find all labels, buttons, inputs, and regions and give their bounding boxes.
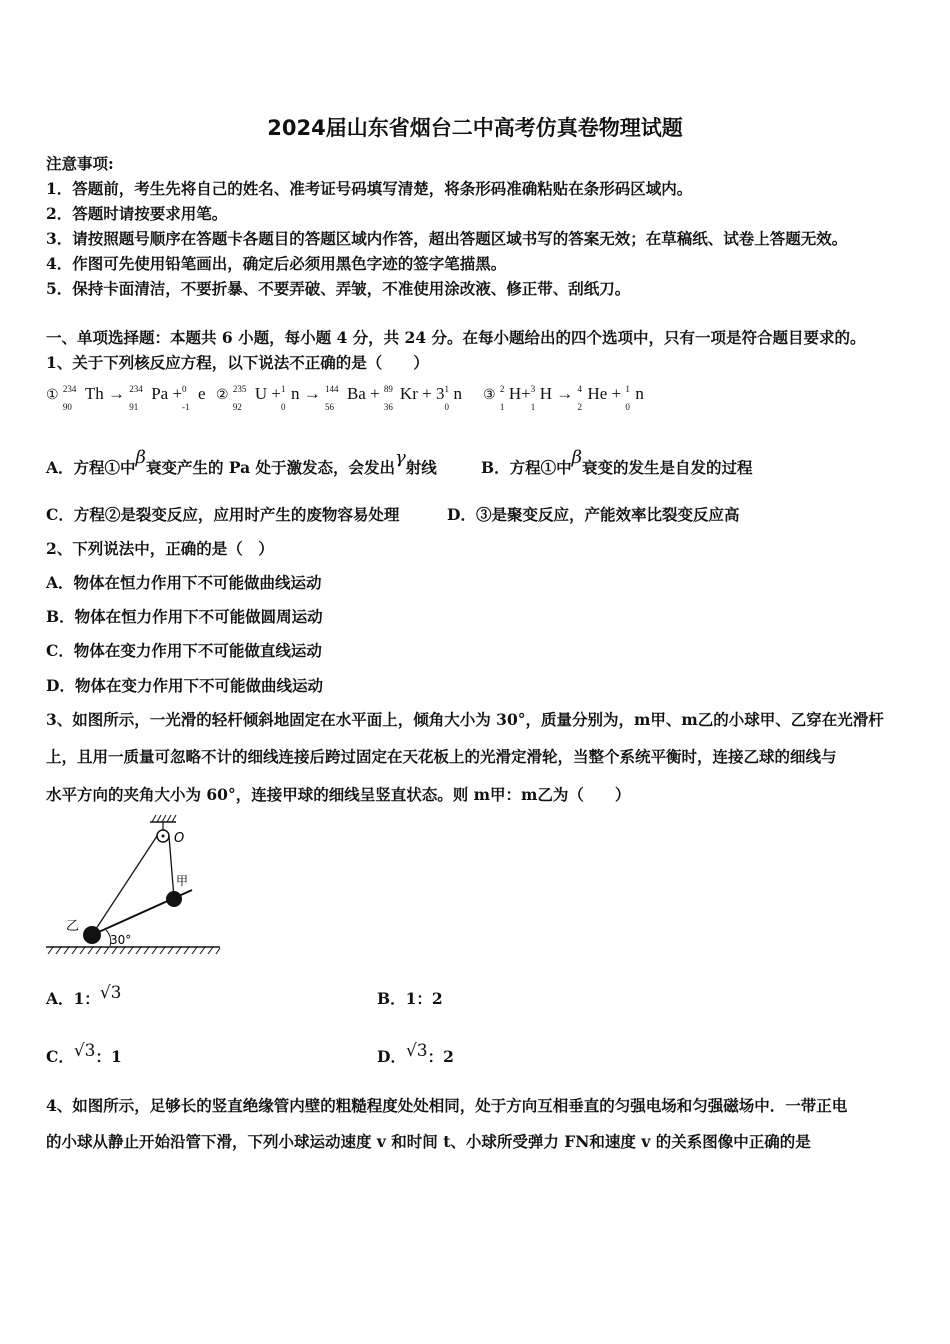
question-1-option-c: C．方程②是裂变反应，应用时产生的废物容易处理 (46, 505, 400, 524)
ball-jia (166, 891, 182, 907)
ground-hatch (48, 947, 220, 954)
question-3-option-c: C．√3：1 (46, 1041, 122, 1066)
ball-yi-label: 乙 (66, 919, 80, 934)
ball-jia-label: 甲 (176, 874, 189, 888)
question-3-line: 水平方向的夹角大小为 60°，连接甲球的细线呈竖直状态。则 m甲：m乙为（ ） (46, 785, 631, 804)
question-2-stem: 2、下列说法中，正确的是（ ） (46, 539, 274, 558)
question-3-option-a: A．1：√3 (46, 983, 122, 1008)
question-3-option-d: D．√3：2 (377, 1041, 454, 1066)
question-3-option-b: B．1：2 (377, 989, 443, 1008)
question-1-option-b: B．方程①中β衰变的发生是自发的过程 (481, 447, 753, 477)
question-2-option-a: A．物体在恒力作用下不可能做曲线运动 (46, 573, 322, 592)
question-2-option-c: C．物体在变力作用下不可能做直线运动 (46, 641, 322, 660)
notice-item: 3．请按照题号顺序在答题卡各题目的答题区域内作答，超出答题区域书写的答案无效；在草稿纸、试卷上答题无效。 (46, 229, 848, 248)
notice-item: 5．保持卡面清洁，不要折暴、不要弄破、弄皱，不准使用涂改液、修正带、刮纸刀。 (46, 279, 631, 298)
question-4-line: 4、如图所示，足够长的竖直绝缘管内壁的粗糙程度处处相同，处于方向互相垂直的匀强电场和匀强磁场中．一带正电 (46, 1096, 848, 1115)
question-1-option-a: A．方程①中β衰变产生的 Pa 处于激发态，会发出γ射线 (46, 447, 437, 477)
question-2-option-d: D．物体在变力作用下不可能做曲线运动 (46, 676, 323, 695)
section-heading: 一、单项选择题：本题共 6 小题，每小题 4 分，共 24 分。在每小题给出的四个选项中，只有一项是符合题目要求的。 (46, 328, 866, 347)
equation-label: ① (46, 388, 59, 403)
nuclear-equation-3: ③ 2 1 H+ 3 1 H → 4 2 He + 1 0 n (483, 384, 644, 413)
nuclear-equation-2: ② 235 92 U + 1 0 n → 144 56 Ba + 89 36 Kr + 3 1 0 n (216, 384, 462, 413)
notice-item: 4．作图可先使用铅笔画出，确定后必须用黑色字迹的签字笔描黑。 (46, 254, 507, 273)
pulley-incline-figure (40, 812, 230, 962)
question-3-line: 上，且用一质量可忽略不计的细线连接后跨过固定在天花板上的光滑定滑轮，当整个系统平衡时，连接乙球的细线与 (46, 747, 837, 766)
question-2-option-b: B．物体在恒力作用下不可能做圆周运动 (46, 607, 323, 626)
notice-item: 2．答题时请按要求用笔。 (46, 204, 228, 223)
beta-symbol: β (571, 447, 583, 468)
nuclear-equation-1: ① 234 90 Th → 234 91 Pa + 0 -1 e (46, 384, 206, 413)
question-1-option-d: D．③是聚变反应，产能效率比裂变反应高 (447, 505, 740, 524)
page-title: 2024届山东省烟台二中高考仿真卷物理试题 (267, 116, 683, 140)
beta-symbol: β (135, 447, 146, 468)
equation-label: ③ (483, 388, 496, 403)
question-3-line: 3、如图所示，一光滑的轻杆倾斜地固定在水平面上，倾角大小为 30°，质量分别为，m甲、m乙的小球甲、乙穿在光滑杆 (46, 710, 884, 729)
gamma-symbol: γ (395, 447, 406, 468)
question-4-line: 的小球从静止开始沿管下滑，下列小球运动速度 v 和时间 t、小球所受弹力 FN和速度 v 的关系图像中正确的是 (46, 1132, 811, 1151)
notice-heading: 注意事项: (46, 154, 114, 173)
ceiling-hatch (152, 815, 176, 822)
ball-yi (83, 926, 101, 944)
pulley-label: O (174, 831, 185, 846)
angle-label: 30° (110, 933, 132, 947)
notice-item: 1．答题前，考生先将自己的姓名、准考证号码填写清楚，将条形码准确粘贴在条形码区域内。 (46, 179, 693, 198)
equation-label: ② (216, 388, 229, 403)
question-1-stem: 1、关于下列核反应方程，以下说法不正确的是（ ） (46, 353, 429, 372)
